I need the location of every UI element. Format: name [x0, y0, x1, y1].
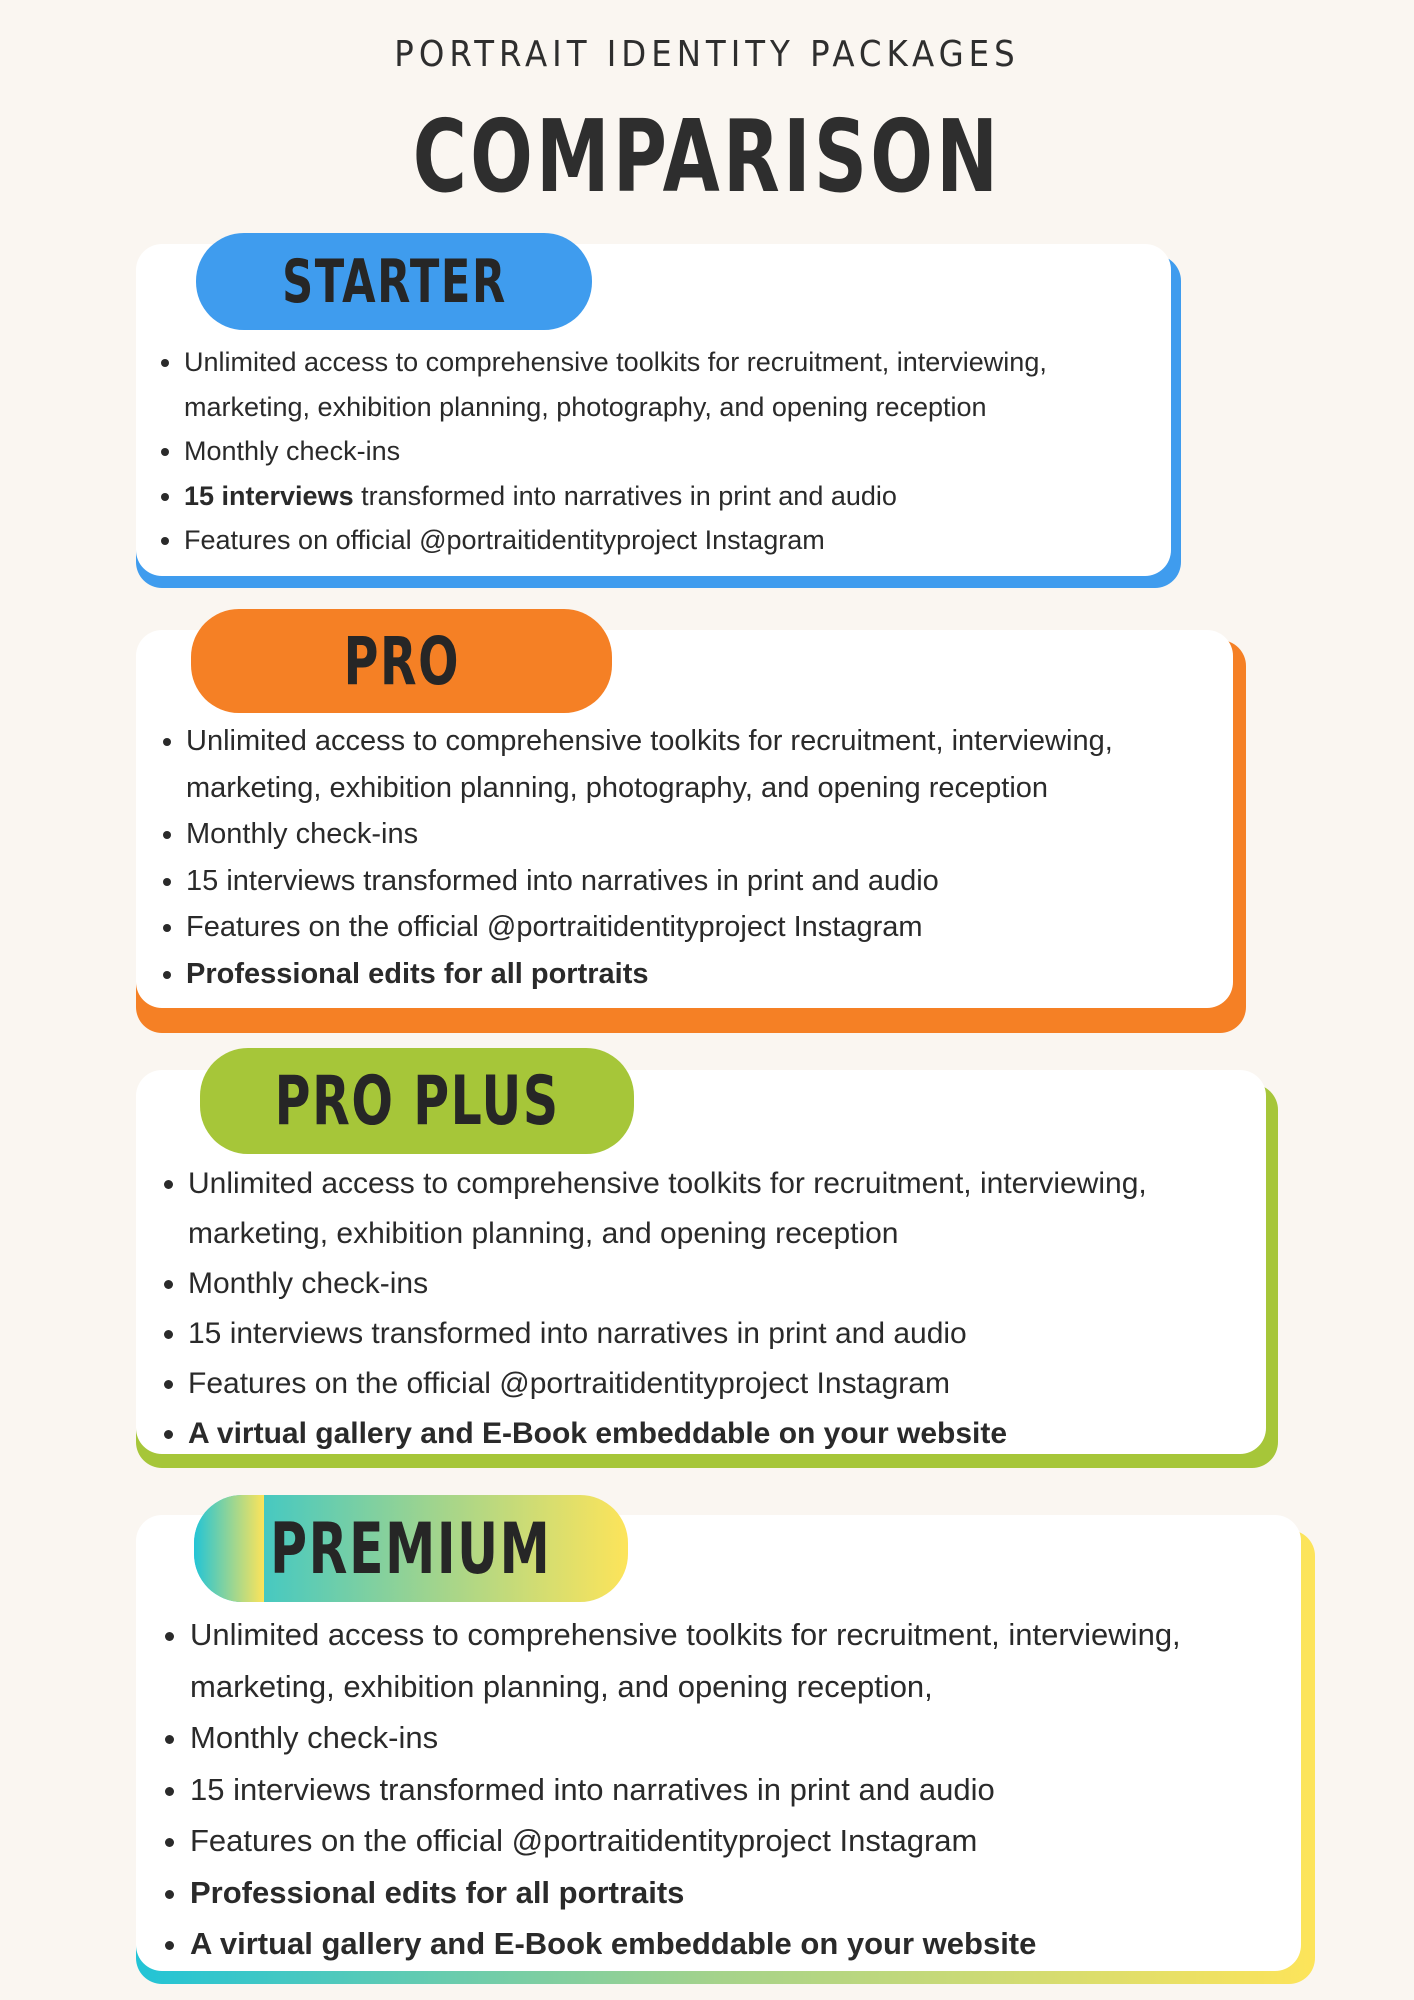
feature-item: • 15 interviews transformed into narratives in print and audio [190, 1764, 1320, 1816]
feature-item: • Unlimited access to comprehensive toolkits for recruitment, interviewing, marketing, exhibition planning, photography, and opening reception [184, 340, 1174, 429]
feature-item: • Monthly check-ins [184, 429, 1174, 474]
feature-list [140, 1159, 1288, 1459]
feature-item: • Unlimited access to comprehensive toolkits for recruitment, interviewing, marketing, exhibition planning, and opening reception, [190, 1609, 1320, 1712]
package-name-badge [200, 1048, 634, 1154]
package-name-badge [194, 1495, 628, 1602]
feature-list [136, 340, 1174, 563]
page-subtitle: PORTRAIT IDENTITY PACKAGES [394, 34, 1020, 75]
package-name: PRO PLUS [274, 1061, 560, 1141]
package-name: PREMIUM [270, 1507, 552, 1590]
package-name: PRO [343, 622, 460, 700]
feature-item: • Unlimited access to comprehensive toolkits for recruitment, interviewing, marketing, exhibition planning, photography, and opening reception [186, 718, 1246, 811]
page-title: COMPARISON [412, 98, 1002, 215]
feature-item: • A virtual gallery and E-Book embeddable on your website [190, 1918, 1320, 1970]
feature-item: • 15 interviews transformed into narratives in print and audio [188, 1309, 1288, 1359]
feature-item: • Monthly check-ins [188, 1259, 1288, 1309]
feature-item: • Features on the official @portraitidentityproject Instagram [186, 904, 1246, 951]
feature-list [138, 718, 1246, 997]
feature-item: • Professional edits for all portraits [186, 951, 1246, 998]
feature-item [184, 474, 1174, 519]
feature-text: transformed into narratives in print and audio [361, 480, 897, 511]
feature-item: • Features on the official @portraitidentityproject Instagram [190, 1815, 1320, 1867]
package-name-badge [196, 233, 592, 330]
feature-item: • Features on the official @portraitidentityproject Instagram [188, 1359, 1288, 1409]
feature-item: • Professional edits for all portraits [190, 1867, 1320, 1919]
package-name: STARTER [281, 246, 507, 317]
feature-item: • Monthly check-ins [186, 811, 1246, 858]
feature-list [142, 1609, 1320, 1970]
feature-item: • 15 interviews transformed into narratives in print and audio [186, 858, 1246, 905]
feature-item: • A virtual gallery and E-Book embeddable on your website [188, 1409, 1288, 1459]
feature-item: • Unlimited access to comprehensive toolkits for recruitment, interviewing, marketing, exhibition planning, and opening reception [188, 1159, 1288, 1259]
feature-bold-lead: 15 interviews [184, 480, 354, 511]
package-name-badge [191, 609, 612, 713]
feature-item: • Features on official @portraitidentityproject Instagram [184, 518, 1174, 563]
feature-item: • Monthly check-ins [190, 1712, 1320, 1764]
